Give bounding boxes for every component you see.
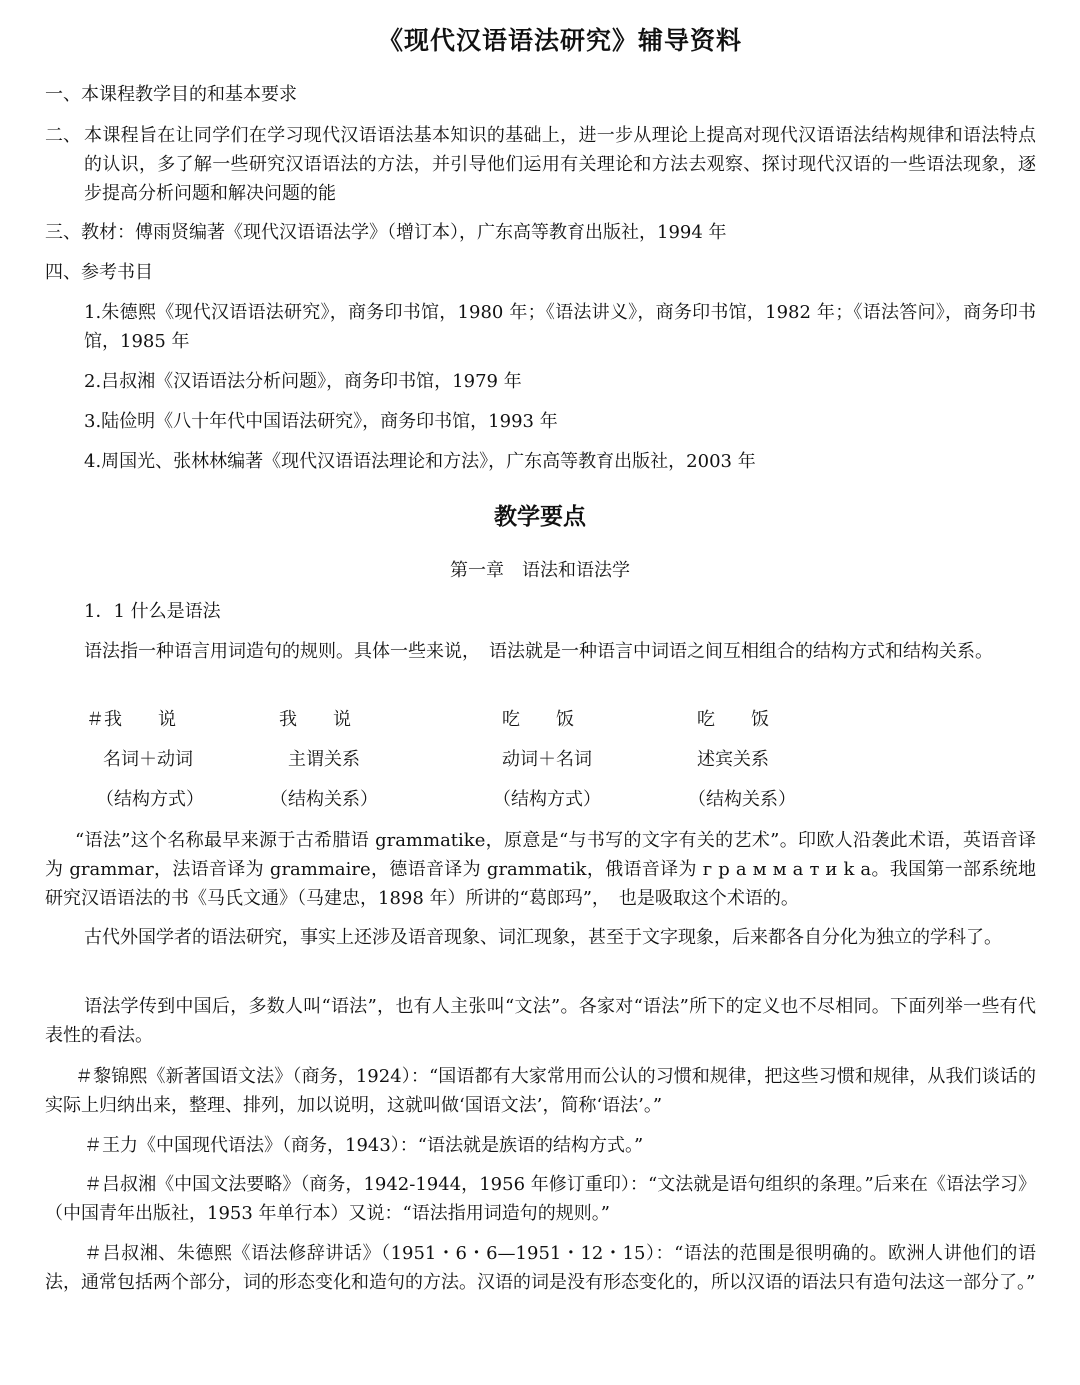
- reference-item: 1.朱德熙《现代汉语语法研究》，商务印书馆，1980 年；《语法讲义》，商务印书馆，1982 年；《语法答问》，商务印书馆，1985 年: [84, 302, 1036, 352]
- paragraph-definitions-intro: 语法学传到中国后，多数人叫“语法”，也有人主张叫“文法”。各家对“语法”所下的定义也不尽相同。下面列举一些有代表性的看法。: [45, 996, 1036, 1046]
- reference-item: 2.吕叔湘《汉语语法分析问题》，商务印书馆，1979 年: [84, 371, 522, 392]
- document-title: 《现代汉语语法研究》辅导资料: [377, 26, 742, 55]
- example-cell: （结构方式）: [96, 789, 204, 810]
- paragraph-definition: 语法指一种语言用词造句的规则。具体一些来说， 语法就是一种语言中词语之间互相组合的结构方式和结构关系。: [84, 641, 993, 662]
- section-title: 教学要点: [494, 504, 586, 530]
- chapter-title: 第一章 语法和语法学: [450, 560, 630, 581]
- example-cell: 动词＋名词: [502, 749, 592, 770]
- example-cell: 述宾关系: [697, 749, 769, 770]
- reference-item: 3.陆俭明《八十年代中国语法研究》，商务印书馆，1993 年: [84, 411, 558, 432]
- intro-item-4: 四、参考书目: [45, 262, 153, 283]
- paragraph-etymology: “语法”这个名称最早来源于古希腊语 grammatike，原意是“与书写的文字有关的艺术”。印欧人沿袭此术语，英语音译为 grammar，法语音译为 grammaire，德语音译为 grammatik，俄语音译为 г р а м м а т и k a。我国第一部系统地研究汉语语法的书《马氏文通》（马建忠，1898 年）所讲的“葛郎玛”， 也是吸取这个术语的。: [45, 830, 1036, 909]
- example-cell: 吃 饭: [697, 709, 769, 730]
- paragraph-history: 古代外国学者的语法研究，事实上还涉及语音现象、词汇现象，甚至于文字现象，后来都各自分化为独立的学科了。: [84, 927, 1002, 948]
- example-cell: 名词＋动词: [103, 749, 193, 770]
- intro-item-3: 三、教材：傅雨贤编著《现代汉语语法学》（增订本），广东高等教育出版社，1994 年: [45, 222, 727, 243]
- example-cell: 主谓关系: [288, 749, 360, 770]
- example-cell: 我 说: [279, 709, 351, 730]
- quote-wang-li: ＃王力《中国现代语法》（商务，1943）：“语法就是族语的结构方式。”: [84, 1135, 644, 1156]
- quote-li-jinxi: ＃黎锦熙《新著国语文法》（商务，1924）：“国语都有大家常用而公认的习惯和规律，把这些习惯和规律，从我们谈话的实际上归纳出来，整理、排列，加以说明，这就叫做‘国语文法’，简称‘语法’。”: [45, 1066, 1036, 1116]
- example-cell: ＃我 说: [86, 709, 176, 730]
- example-cell: 吃 饭: [502, 709, 574, 730]
- intro-item-2-marker: 二、: [45, 125, 81, 146]
- example-cell: （结构方式）: [493, 789, 601, 810]
- intro-item-1: 一、本课程教学目的和基本要求: [45, 84, 297, 105]
- example-cell: （结构关系）: [270, 789, 378, 810]
- intro-item-2-text: 本课程旨在让同学们在学习现代汉语语法基本知识的基础上，进一步从理论上提高对现代汉语语法结构规律和语法特点的认识，多了解一些研究汉语语法的方法，并引导他们运用有关理论和方法去观察、探讨现代汉语的一些语法现象，逐步提高分析问题和解决问题的能: [84, 125, 1036, 204]
- reference-item: 4.周国光、张林林编著《现代汉语语法理论和方法》，广东高等教育出版社，2003 年: [84, 451, 756, 472]
- quote-lv-zhu: ＃吕叔湘、朱德熙《语法修辞讲话》（1951・6・6—1951・12・15）：“语法的范围是很明确的。欧洲人讲他们的语法，通常包括两个部分，词的形态变化和造句的方法。汉语的词是没有形态变化的，所以汉语的语法只有造句法这一部分了。”: [45, 1243, 1036, 1293]
- subsection-heading: 1．1 什么是语法: [84, 601, 221, 622]
- example-cell: （结构关系）: [688, 789, 796, 810]
- quote-lv-shuxiang: ＃吕叔湘《中国文法要略》（商务，1942-1944，1956 年修订重印）：“文法就是语句组织的条理。”后来在《语法学习》（中国青年出版社，1953 年单行本）又说：“语法指用词造句的规则。”: [45, 1174, 1036, 1224]
